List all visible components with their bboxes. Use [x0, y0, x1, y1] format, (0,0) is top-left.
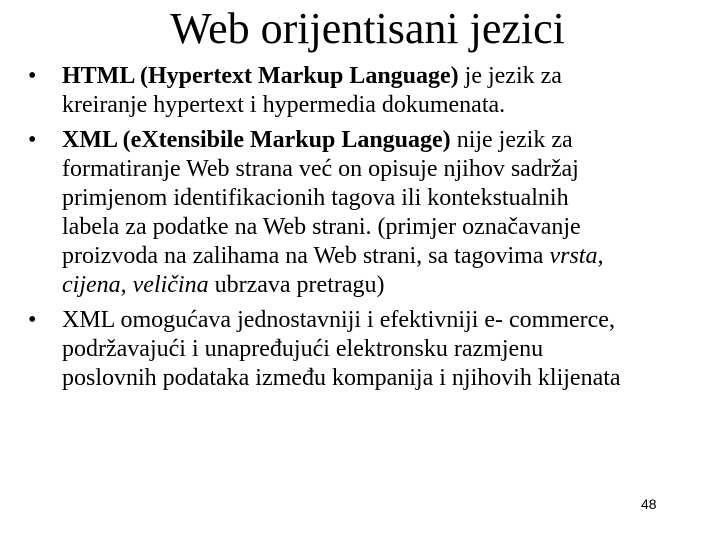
bullet-line: [62, 91, 718, 120]
italic-term: vrsta,: [549, 243, 604, 269]
bullet-line: [62, 62, 718, 91]
bullet-text: primjenom identifikacionih tagova ili kontekstualnih: [62, 185, 569, 211]
bullet-text: XML omogućava jednostavniji i efektivniji e- commerce,: [62, 307, 615, 333]
slide-title: Web orijentisani jezici: [170, 4, 565, 53]
bullet-item-xml-commerce: [28, 306, 718, 393]
bullet-text: proizvoda na zalihama na Web strani, sa tagovima: [62, 243, 550, 269]
bullet-line: [62, 271, 718, 300]
bullet-line: [62, 306, 718, 335]
bullet-text: labela za podatke na Web strani. (primjer označavanje: [62, 214, 581, 240]
term-xml: XML (eXtensibile Markup Language): [62, 127, 451, 153]
bullet-marker: •: [28, 307, 37, 333]
bullet-line: [62, 335, 718, 364]
bullet-line: [62, 213, 718, 242]
bullet-text: je jezik za: [458, 63, 562, 89]
bullet-text: formatiranje Web strana već on opisuje njihov sadržaj: [62, 156, 579, 182]
bullet-line: [62, 184, 718, 213]
bullet-text: poslovnih podataka između kompanija i njihovih klijenata: [62, 365, 621, 391]
bullet-line: [62, 126, 718, 155]
term-html: HTML (Hypertext Markup Language): [62, 63, 459, 89]
bullet-item-html: [28, 62, 718, 120]
bullet-line: [62, 364, 718, 393]
bullet-line: [62, 242, 718, 271]
bullet-text: kreiranje hypertext i hypermedia dokumenata.: [62, 92, 506, 118]
bullet-text: ubrzava pretragu): [208, 272, 385, 298]
bullet-marker: •: [28, 63, 37, 89]
bullet-text: podržavajući i unapređujući elektronsku razmjenu: [62, 336, 544, 362]
italic-term: cijena, veličina: [62, 272, 209, 298]
bullet-item-xml: [28, 126, 718, 300]
bullet-text: nije jezik za: [450, 127, 573, 153]
bullet-list: [28, 62, 718, 399]
bullet-marker: •: [28, 127, 37, 153]
page-number: 48: [641, 496, 657, 512]
bullet-line: [62, 155, 718, 184]
